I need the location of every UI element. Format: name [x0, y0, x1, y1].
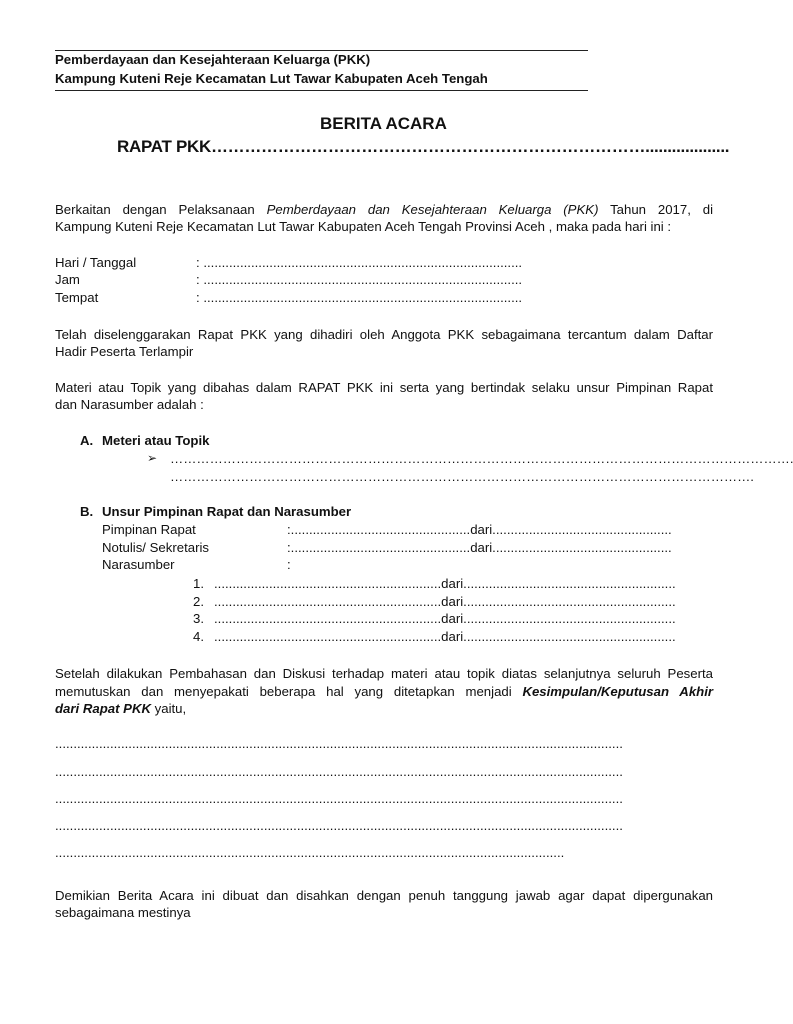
speaker-line-2: ..............................................................dari.......................................................... — [214, 594, 676, 609]
row-label-chair: Pimpinan Rapat — [102, 522, 196, 537]
document-subtitle: RAPAT PKK……………………………………………………………………................... — [117, 137, 730, 156]
intro-text-a: Berkaitan dengan Pelaksanaan — [55, 202, 267, 217]
row-value-speakers: : — [287, 557, 291, 572]
field-value-place: : ....................................................................................... — [196, 290, 523, 305]
speaker-number-4: 4. — [193, 629, 204, 644]
section-a-marker: A. — [80, 433, 94, 448]
closing-line-2: sebagaimana mestinya — [55, 905, 191, 920]
answer-line-1: ........................................................................................................................................................... — [55, 736, 623, 751]
intro-paragraph-line-2: Kampung Kuteni Reje Kecamatan Lut Tawar Kabupaten Aceh Tengah Provinsi Aceh , maka pada hari ini : — [55, 219, 672, 234]
paragraph-4-line-1: Setelah dilakukan Pembahasan dan Diskusi terhadap materi atau topik diatas selanjutnya seluruh Peserta — [55, 666, 713, 681]
paragraph-3-line-2: dan Narasumber adalah : — [55, 397, 204, 412]
field-label-date: Hari / Tanggal — [55, 255, 137, 270]
letterhead-top-rule — [55, 50, 588, 51]
document-title: BERITA ACARA — [320, 114, 447, 133]
intro-text-pkk-italic: Pemberdayaan dan Kesejahteraan Keluarga (PKK) — [266, 202, 599, 217]
paragraph-4-text-end: yaitu, — [151, 701, 187, 716]
answer-line-4: ........................................................................................................................................................... — [55, 818, 623, 833]
answer-line-2: ........................................................................................................................................................... — [55, 764, 623, 779]
field-label-time: Jam — [55, 272, 80, 287]
speaker-number-3: 3. — [193, 611, 204, 626]
paragraph-4-line-3 — [55, 701, 186, 716]
letterhead-line-2: Kampung Kuteni Reje Kecamatan Lut Tawar Kabupaten Aceh Tengah — [55, 71, 488, 86]
answer-line-3: ........................................................................................................................................................... — [55, 791, 623, 806]
row-value-chair: :.................................................dari................................................. — [287, 522, 672, 537]
speaker-line-1: ..............................................................dari.......................................................... — [214, 576, 676, 591]
speaker-line-3: ..............................................................dari.......................................................... — [214, 611, 676, 626]
intro-paragraph-line-1 — [55, 201, 713, 219]
paragraph-2-line-2: Hadir Peserta Terlampir — [55, 344, 194, 359]
row-label-speakers: Narasumber — [102, 557, 175, 572]
section-b-marker: B. — [80, 504, 94, 519]
closing-line-1: Demikian Berita Acara ini dibuat dan disahkan dengan penuh tanggung jawab agar dapat dipergunakan — [55, 888, 713, 903]
arrow-bullet-icon: ➢ — [147, 451, 158, 465]
speaker-number-2: 2. — [193, 594, 204, 609]
field-value-time: : ....................................................................................... — [196, 272, 523, 287]
letterhead-bottom-rule — [55, 90, 588, 91]
section-a-topic-line-1: ……………………………………………………………………………………………………………………………. — [170, 451, 793, 466]
paragraph-4-text-a: memutuskan dan menyepakati beberapa hal yang ditetapkan menjadi — [55, 684, 523, 699]
section-a-title: Meteri atau Topik — [102, 433, 210, 448]
intro-text-c: Tahun 2017, di — [598, 202, 714, 217]
letterhead-line-1: Pemberdayaan dan Kesejahteraan Keluarga (PKK) — [55, 52, 371, 67]
section-b-title: Unsur Pimpinan Rapat dan Narasumber — [102, 504, 352, 519]
conclusion-emphasis-2: dari Rapat PKK — [55, 701, 151, 716]
section-a-topic-line-2: ……………………………………………………………………………………………………………………. — [170, 469, 754, 484]
speaker-number-1: 1. — [193, 576, 204, 591]
paragraph-2-line-1: Telah diselenggarakan Rapat PKK yang dihadiri oleh Anggota PKK sebagaimana tercantum dalam Daftar — [55, 327, 713, 342]
answer-line-5: ........................................................................................................................................... — [55, 845, 565, 860]
field-label-place: Tempat — [55, 290, 99, 305]
paragraph-4-line-2 — [55, 683, 713, 701]
paragraph-3-line-1: Materi atau Topik yang dibahas dalam RAPAT PKK ini serta yang bertindak selaku unsur Pimpinan Rapat — [55, 380, 713, 395]
row-label-secretary: Notulis/ Sekretaris — [102, 540, 210, 555]
row-value-secretary: :.................................................dari................................................. — [287, 540, 672, 555]
speaker-line-4: ..............................................................dari.......................................................... — [214, 629, 676, 644]
field-value-date: : ....................................................................................... — [196, 255, 523, 270]
conclusion-emphasis: Kesimpulan/Keputusan Akhir — [522, 684, 713, 699]
